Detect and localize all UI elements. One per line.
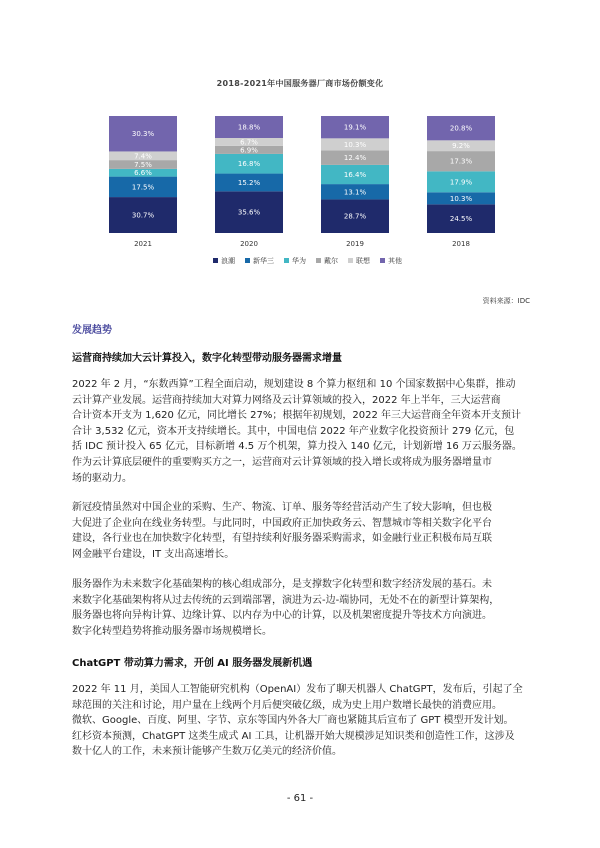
page-number: - 61 -	[286, 793, 314, 804]
data-label: 6.6%	[134, 169, 152, 178]
section-title: 发展趋势	[72, 325, 112, 336]
legend-label: 戴尔	[324, 257, 338, 265]
data-label: 10.3%	[343, 140, 367, 149]
source-note: 资料来源：IDC	[482, 297, 530, 305]
x-tick-label: 2019	[346, 240, 364, 248]
subhead-operators: 运营商持续加大云计算投入，数字化转型带动服务器需求增量	[72, 353, 342, 364]
x-tick-label: 2018	[452, 240, 470, 248]
paragraph-line: 大促进了企业向在线业务转型。与此同时，中国政府正加快政务云、智慧城市等相关数字化平台	[72, 517, 492, 529]
data-label: 20.8%	[449, 124, 473, 133]
data-label: 12.4%	[343, 154, 367, 163]
legend-label: 其他	[388, 257, 402, 265]
paragraph-line: 建设，各行业也在加快数字化转型，有望持续利好服务器采购需求，如金融行业正积极布局互联	[72, 533, 492, 545]
paragraph-line: 云计算产业发展。运营商持续加大对算力网络及云计算领域的投入，2022 年上半年，三大运营商	[72, 394, 501, 406]
legend-swatch	[316, 258, 321, 263]
legend-swatch	[213, 258, 218, 263]
paragraph-line: 场的驱动力。	[72, 472, 132, 484]
data-label: 30.7%	[131, 211, 155, 220]
data-label: 18.8%	[237, 123, 261, 132]
subhead-chatgpt: ChatGPT 带动算力需求，开创 AI 服务器发展新机遇	[72, 658, 313, 669]
data-label: 17.3%	[449, 157, 473, 166]
paragraph-1	[72, 377, 532, 486]
paragraph-line: 球范围的关注和讨论，用户量在上线两个月后便突破亿级，成为史上用户数增长最快的消费应用。	[72, 699, 502, 711]
paragraph-line: 服务器也将向异构计算、边缘计算、以内存为中心的计算，以及机架密度提升等技术方向演进。	[72, 610, 492, 622]
legend-swatch	[380, 258, 385, 263]
stacked-bar-chart	[0, 0, 600, 300]
paragraph-4	[72, 682, 532, 760]
data-label: 10.3%	[449, 194, 473, 203]
paragraph-line: 合计资本开支为 1,620 亿元，同比增长 27%；根据年初规划，2022 年三大运营商全年资本开支预计	[72, 410, 522, 422]
paragraph-line: 作为云计算底层硬件的重要购买方之一，运营商对云计算领域的投入增长或将成为服务器增量市	[72, 456, 492, 468]
legend-label: 华为	[292, 257, 306, 265]
paragraph-line: 红杉资本预测，ChatGPT 这类生成式 AI 工具，让机器开始大规模涉足知识类和创造性工作，这涉及	[72, 730, 515, 742]
data-label: 13.1%	[343, 188, 367, 197]
data-label: 9.2%	[452, 142, 470, 151]
data-label: 35.6%	[237, 208, 261, 217]
chart-title: 2018-2021年中国服务器厂商市场份额变化	[216, 79, 384, 88]
x-tick-label: 2020	[240, 240, 258, 248]
legend-swatch	[284, 258, 289, 263]
x-tick-label: 2021	[134, 240, 152, 248]
data-label: 7.4%	[134, 152, 152, 161]
paragraph-line: 新冠疫情虽然对中国企业的采购、生产、物流、订单、服务等经营活动产生了较大影响，但也极	[72, 502, 492, 513]
legend-swatch	[245, 258, 250, 263]
data-label: 24.5%	[449, 215, 473, 224]
paragraph-line: 微软、Google、百度、阿里、字节、京东等国内外各大厂商也紧随其后宣布了 GPT 模型开发计划。	[72, 715, 514, 727]
paragraph-line: 括 IDC 预计投入 65 亿元，目标新增 4.5 万个机架，算力投入 140 亿元，计划新增 16 万云服务器。	[72, 441, 522, 453]
data-label: 19.1%	[343, 123, 367, 132]
data-label: 16.8%	[237, 160, 261, 169]
data-label: 6.7%	[240, 138, 258, 147]
paragraph-line: 网金融平台建设，IT 支出高速增长。	[72, 548, 235, 560]
data-label: 16.4%	[343, 171, 367, 179]
legend-label: 联想	[356, 257, 370, 265]
legend-swatch	[348, 258, 353, 263]
paragraph-line: 来数字化基础架构将从过去传统的云到端部署，演进为云-边-端协同，无处不在的新型计算架构，	[72, 594, 500, 606]
data-label: 28.7%	[343, 212, 367, 221]
legend-label: 新华三	[253, 257, 274, 265]
data-label: 17.9%	[449, 178, 473, 187]
data-label: 6.9%	[240, 146, 258, 155]
paragraph-line: 2022 年 11 月，美国人工智能研究机构（OpenAI）发布了聊天机器人 ChatGPT，发布后，引起了全	[72, 684, 523, 695]
data-label: 7.5%	[134, 160, 152, 169]
paragraph-3	[72, 577, 532, 639]
paragraph-line: 服务器作为未来数字化基础架构的核心组成部分，是支撑数字化转型和数字经济发展的基石。未	[72, 579, 492, 590]
data-label: 30.3%	[131, 130, 155, 139]
paragraph-2	[72, 500, 532, 562]
legend-label: 浪潮	[221, 257, 235, 265]
data-label: 15.2%	[237, 178, 261, 187]
paragraph-line: 2022 年 2 月，“东数西算”工程全面启动，规划建设 8 个算力枢纽和 10 个国家数据中心集群，推动	[72, 379, 516, 390]
paragraph-line: 合计 3,532 亿元，资本开支持续增长。其中，中国电信 2022 年产业数字化投资预计 279 亿元，包	[72, 425, 515, 437]
paragraph-line: 数字化转型趋势将推动服务器市场规模增长。	[72, 625, 272, 637]
data-label: 17.5%	[131, 183, 155, 192]
paragraph-line: 数十亿人的工作，未来预计能够产生数万亿美元的经济价值。	[72, 746, 342, 758]
